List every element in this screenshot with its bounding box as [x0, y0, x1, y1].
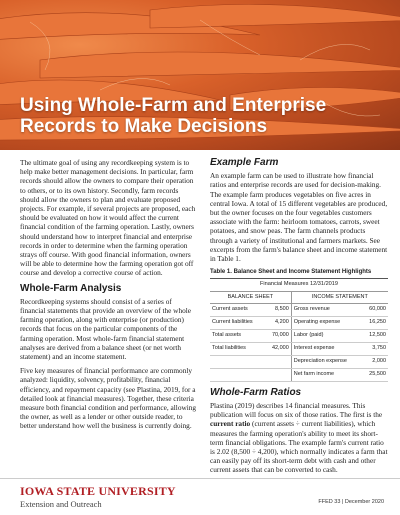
table-cell: 2,000 — [362, 355, 388, 368]
whole-farm-paragraph-2: Five key measures of financial performance are commonly analyzed: liquidity, solvency, profitability, financial efficiency, and repayment capacity (see Plastina, 2019, for a detailed look at financial measures). Together, these criteria measure both financial condition and performance, allowing the owner, as well as a lender or other outside reader, to better understand how well the business is currently doing. — [20, 366, 197, 431]
table-row — [210, 355, 388, 368]
table-cell: Gross revenue — [291, 303, 362, 316]
table-cell: 4,200 — [265, 316, 291, 329]
table-cell: Interest expense — [291, 342, 362, 355]
table-header-income: INCOME STATEMENT — [291, 291, 388, 303]
page-title: Using Whole-Farm and Enterprise Records to Make Decisions — [20, 95, 327, 137]
table-cell: 60,000 — [362, 303, 388, 316]
right-column — [210, 158, 388, 480]
table-cell: Current liabilities — [210, 316, 265, 329]
left-column — [20, 158, 198, 436]
table-cell: 16,250 — [362, 316, 388, 329]
table-row — [210, 329, 388, 342]
table-cell: Labor (paid) — [291, 329, 362, 342]
table-cell: Current assets — [210, 303, 265, 316]
table-cell: 8,500 — [265, 303, 291, 316]
table-cell: 3,750 — [362, 342, 388, 355]
table-cell: 25,500 — [362, 368, 388, 381]
ratios-text-a: Plastina (2019) describes 14 financial measures. This publication will focus on six of those ratios. The first is the — [210, 400, 383, 420]
ratios-heading: Whole-Farm Ratios — [210, 386, 302, 398]
table-cell: Operating expense — [291, 316, 362, 329]
table-cell — [265, 368, 291, 381]
table-cell: Net farm income — [291, 368, 362, 381]
hero-image — [0, 0, 400, 150]
table-cell — [265, 355, 291, 368]
table-cell: Depreciation expense — [291, 355, 362, 368]
ratios-text-b: (current assets ÷ current liabilities), which measures the farming operation's ability to meet its short-term financial obligations. The example farm's current ratio is 2.02 (8,500 ÷ 4,200), which normally indicates a farm that can easily pay off its short-term debt with cash and other current assets that can be converted to cash. — [210, 419, 388, 475]
ratios-paragraph — [210, 401, 388, 475]
table-row — [210, 303, 388, 316]
table-cell: Total assets — [210, 329, 265, 342]
table-subtitle: Financial Measures 12/31/2019 — [259, 281, 339, 288]
table-cell — [210, 355, 265, 368]
publication-number: FFED 33 | December 2020 — [318, 499, 384, 505]
intro-paragraph: The ultimate goal of using any recordkeeping system is to help make better management decisions. In particular, farm records should allow the owners to compare their operation to others, or to its own history. Secondly, farm records should allow the owners to plan and evaluate proposed projects. For example, if several projects are proposed, each should be evaluated on how it would affect the current financial condition of the farming operation. Lastly, owners should understand how to interpret financial and enterprise records in order to determine when the farming operation strays off course. With good financial information, owners will be able to determine how the farming operation got off course and develop a corrective course of action. — [20, 158, 196, 278]
table-row — [210, 316, 388, 329]
table-cell: 12,500 — [362, 329, 388, 342]
table-row — [210, 342, 388, 355]
ratios-term: current ratio — [210, 419, 251, 429]
table-cell: 70,000 — [265, 329, 291, 342]
whole-farm-paragraph-1: Recordkeeping systems should consist of a series of financial statements that provide an overview of the whole farming operation, along with enterprise (or production) records that focus on the particular components of the farming operation. Most whole-farm financial statement analyses are derived from a balance sheet (or net worth statement) and an income statement. — [20, 296, 192, 362]
table-cell — [210, 368, 265, 381]
table-header-balance: BALANCE SHEET — [210, 291, 291, 303]
isu-logo: IOWA STATE UNIVERSITY — [20, 484, 176, 498]
example-farm-heading: Example Farm — [210, 157, 279, 168]
table-cell: Total liabilities — [210, 342, 265, 355]
table-title: Table 1. Balance Sheet and Income Statement Highlights — [210, 268, 388, 279]
table-row — [210, 368, 388, 381]
example-farm-paragraph: An example farm can be used to illustrate how financial ratios and enterprise records are used for decision-making. The example farm produces vegetables on five acres in central Iowa. A total of 15 different vegetables are produced, but the owner focuses on the four vegetables customers associate with the farm: heirloom tomatoes, carrots, sweet potatoes, and snow peas. The farm channels products through a variety of institutional and farmers markets. See excerpts from the farm's balance sheet and income statement in Table 1. — [210, 171, 388, 264]
table-cell: 42,000 — [265, 342, 291, 355]
whole-farm-heading: Whole-Farm Analysis — [20, 282, 122, 294]
extension-label: Extension and Outreach — [20, 499, 102, 509]
financial-table — [210, 291, 388, 382]
